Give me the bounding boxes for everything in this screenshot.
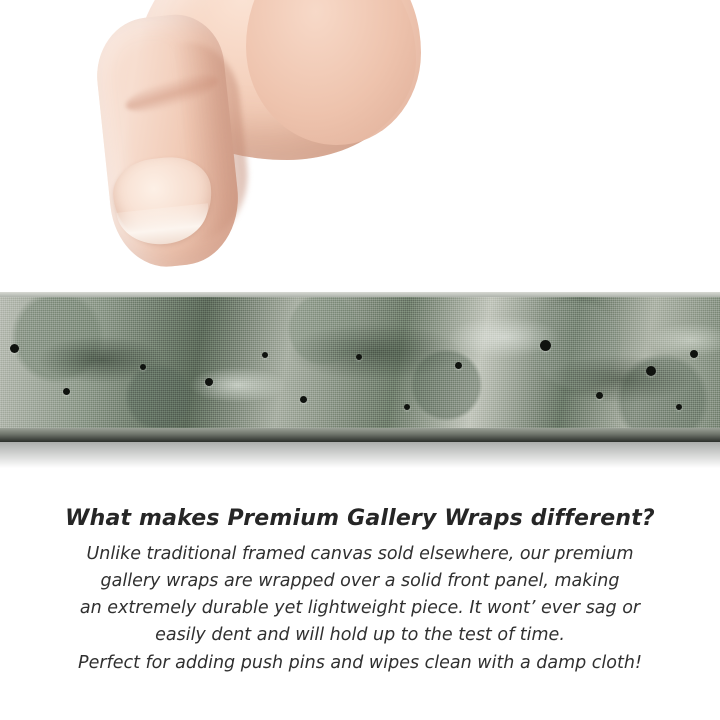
canvas-dark-speck [262, 352, 268, 358]
canvas-dark-speck [646, 366, 656, 376]
caption-line: easily dent and will hold up to the test of time. [155, 625, 565, 646]
caption-body [0, 541, 720, 677]
canvas-dark-speck [596, 392, 603, 399]
canvas-wrap-edge [0, 292, 720, 442]
canvas-weave-texture [0, 292, 720, 442]
canvas-dark-speck [540, 340, 551, 351]
canvas-dark-speck [676, 404, 682, 410]
canvas-drop-shadow [0, 442, 720, 468]
caption-line: gallery wraps are wrapped over a solid front panel, making [100, 571, 620, 592]
canvas-dark-speck [356, 354, 362, 360]
caption-line: Unlike traditional framed canvas sold elsewhere, our premium [86, 544, 634, 564]
caption-block [0, 470, 720, 677]
canvas-dark-speck [404, 404, 410, 410]
canvas-dark-speck [10, 344, 19, 353]
canvas-dark-speck [300, 396, 307, 403]
canvas-dark-speck [63, 388, 70, 395]
hand-pressing-finger [96, 0, 426, 292]
canvas-dark-speck [455, 362, 462, 369]
caption-line: an extremely durable yet lightweight piece. It wont’ ever sag or [79, 598, 641, 619]
canvas-top-edge [0, 292, 720, 297]
canvas-dark-speck [205, 378, 213, 386]
canvas-bottom-edge [0, 428, 720, 442]
top-white-area [0, 0, 720, 292]
caption-line: Perfect for adding push pins and wipes clean with a damp cloth! [78, 652, 642, 673]
canvas-dark-speck [140, 364, 146, 370]
caption-title: What makes Premium Gallery Wraps different? [65, 506, 655, 531]
canvas-dark-speck [690, 350, 698, 358]
